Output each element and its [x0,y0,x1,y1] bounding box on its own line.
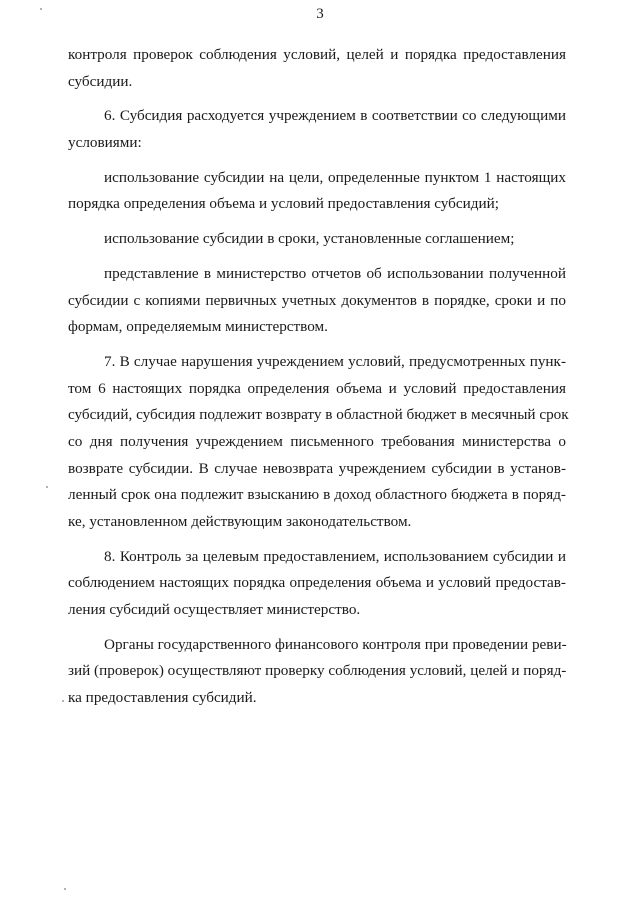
text-line: субсидии. [68,72,133,90]
paragraph-item-6 [68,103,566,156]
text-line: 6. Субсидия расходуется учреждением в соответствии со следующими [104,107,566,125]
paragraph-item-7 [68,349,569,536]
text-line: формам, определяемым министерством. [68,318,328,336]
text-line: использование субсидии в сроки, установленные соглашением; [104,230,515,248]
text-line: ления субсидий осуществляет министерство. [68,601,361,619]
text-line: порядка определения объема и условий предоставления субсидий; [68,195,499,213]
text-line: том 6 настоящих порядка определения объема и условий предоставления [68,379,566,397]
text-line: со дня получения учреждением письменного требования министерства о [68,432,566,450]
scan-speck [62,700,64,702]
scan-speck [46,486,48,488]
text-line: Органы государственного финансового контроля при проведении реви- [104,635,567,653]
paragraph-condition-3 [68,261,566,341]
text-line: зий (проверок) осуществляют проверку соблюдения условий, целей и поряд- [68,662,567,680]
scan-speck [40,8,42,10]
page-number: 3 [316,6,324,22]
paragraph-condition-2 [68,226,566,253]
paragraph-condition-1 [68,165,566,218]
paragraph-continuation [68,42,566,95]
text-line: ленный срок она подлежит взысканию в доход областного бюджета в поряд- [68,486,566,504]
text-line: использование субсидии на цели, определенные пунктом 1 настоящих [104,168,566,186]
text-line: ке, установленном действующим законодательством. [68,513,412,530]
text-line: контроля проверок соблюдения условий, целей и порядка предоставления [68,46,566,63]
text-line: ка предоставления субсидий. [68,689,257,707]
text-line: возврате субсидии. В случае невозврата учреждением субсидии в установ- [68,459,566,477]
text-line: представление в министерство отчетов об использовании полученной [104,264,566,282]
text-line: соблюдением настоящих порядка определения объема и условий предостав- [68,574,566,592]
scan-speck [64,888,66,890]
text-line: субсидии с копиями первичных учетных документов в порядке, сроки и по [68,291,566,309]
paragraph-control-bodies [68,632,566,712]
text-line: 7. В случае нарушения учреждением условий, предусмотренных пунк- [104,352,566,370]
document-body [68,42,569,712]
text-line: 8. Контроль за целевым предоставлением, использованием субсидии и [104,547,566,565]
text-line: субсидий, субсидия подлежит возврату в областной бюджет в месячный срок [68,406,569,424]
paragraph-item-8 [68,544,566,624]
text-line: условиями: [68,134,142,152]
